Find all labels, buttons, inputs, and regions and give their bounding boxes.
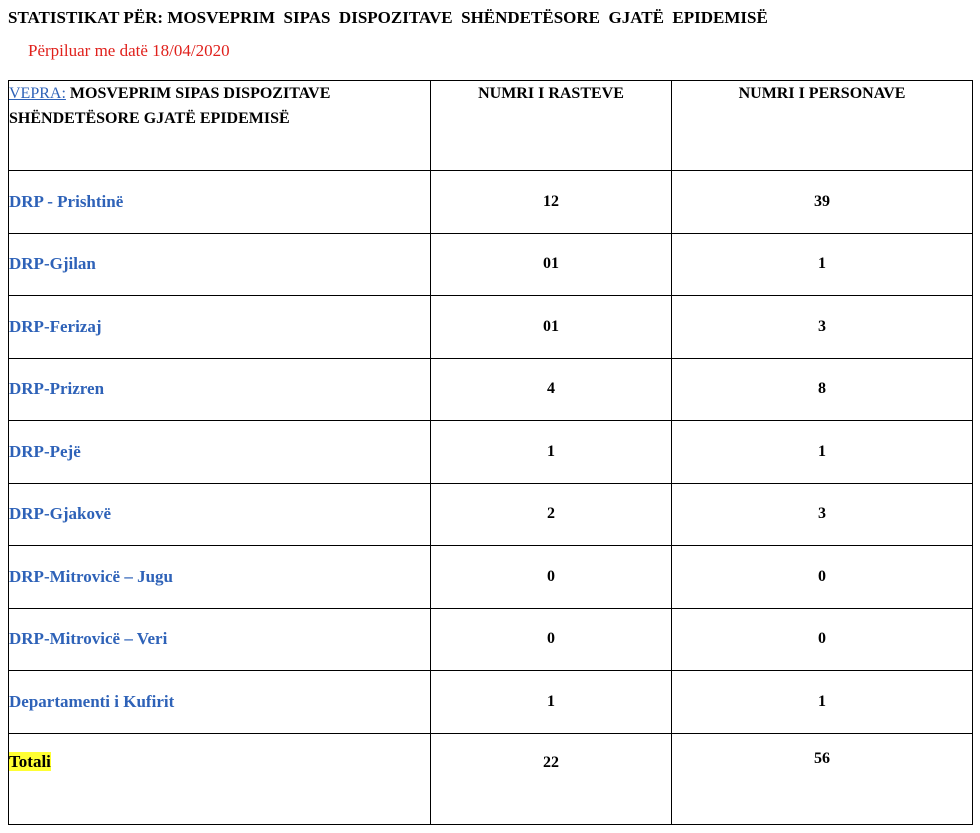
personave-value: 1: [672, 233, 973, 296]
table-total-row: [9, 733, 973, 824]
region-name: DRP-Gjakovë: [9, 483, 431, 546]
rasteve-total: 22: [431, 733, 672, 824]
region-name: DRP-Mitrovicë – Jugu: [9, 546, 431, 609]
table-row: [9, 296, 973, 359]
compiled-date: Përpiluar me datë 18/04/2020: [28, 41, 230, 60]
document-title: STATISTIKAT PËR: MOSVEPRIM SIPAS DISPOZITAVE SHËNDETËSORE GJATË EPIDEMISË: [8, 8, 768, 27]
statistics-table: [8, 80, 973, 825]
total-label-cell: [9, 733, 431, 824]
header-numri-personave: NUMRI I PERSONAVE: [672, 81, 973, 171]
table-row: [9, 421, 973, 484]
region-name: DRP-Mitrovicë – Veri: [9, 608, 431, 671]
rasteve-value: 12: [431, 171, 672, 234]
rasteve-value: 2: [431, 483, 672, 546]
rasteve-value: 0: [431, 608, 672, 671]
table-header-row: [9, 81, 973, 171]
region-name: DRP-Ferizaj: [9, 296, 431, 359]
rasteve-value: 01: [431, 296, 672, 359]
table-row: [9, 171, 973, 234]
region-name: Departamenti i Kufirit: [9, 671, 431, 734]
header-vepra: [9, 81, 431, 171]
table-row: [9, 608, 973, 671]
table-row: [9, 233, 973, 296]
header-numri-rasteve: NUMRI I RASTEVE: [431, 81, 672, 171]
rasteve-value: 1: [431, 671, 672, 734]
region-name: DRP - Prishtinë: [9, 171, 431, 234]
personave-value: 0: [672, 546, 973, 609]
region-name: DRP-Gjilan: [9, 233, 431, 296]
personave-value: 0: [672, 608, 973, 671]
region-name: DRP-Prizren: [9, 358, 431, 421]
rasteve-value: 0: [431, 546, 672, 609]
rasteve-value: 1: [431, 421, 672, 484]
personave-value: 1: [672, 421, 973, 484]
rasteve-value: 4: [431, 358, 672, 421]
table-row: [9, 358, 973, 421]
total-label: Totali: [9, 751, 51, 771]
table-row: [9, 671, 973, 734]
table-row: [9, 483, 973, 546]
personave-value: 8: [672, 358, 973, 421]
region-name: DRP-Pejë: [9, 421, 431, 484]
personave-value: 1: [672, 671, 973, 734]
personave-value: 3: [672, 483, 973, 546]
personave-value: 39: [672, 171, 973, 234]
personave-total: 56: [672, 733, 973, 824]
vepra-text: MOSVEPRIM SIPAS DISPOZITAVE SHËNDETËSORE GJATË EPIDEMISË: [9, 85, 331, 127]
table-row: [9, 546, 973, 609]
vepra-label: VEPRA:: [9, 85, 66, 102]
personave-value: 3: [672, 296, 973, 359]
rasteve-value: 01: [431, 233, 672, 296]
